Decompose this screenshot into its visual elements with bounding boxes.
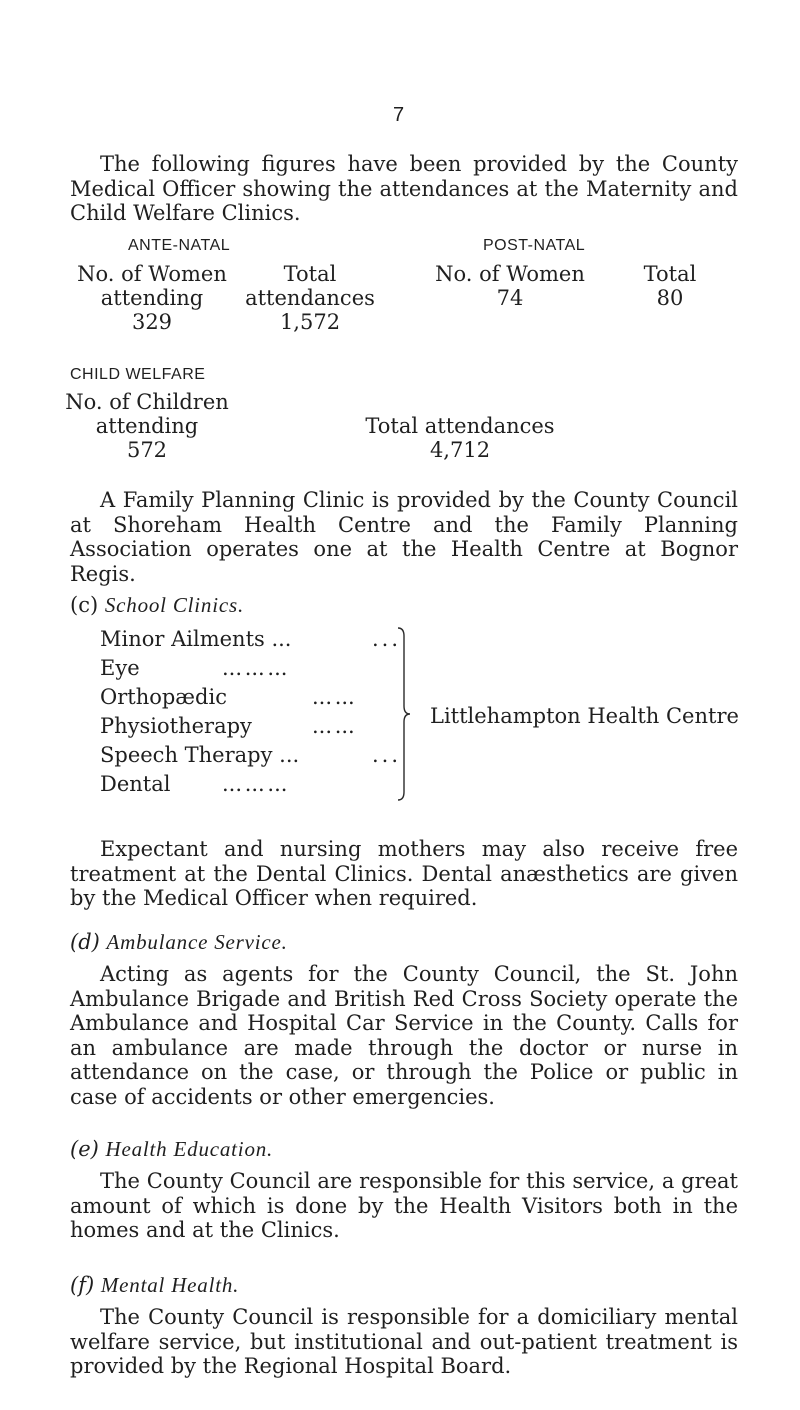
page-number: 7 — [393, 104, 405, 126]
ante-natal-heading: ANTE-NATAL — [128, 237, 231, 254]
ambulance-title: Ambulance Service. — [106, 930, 288, 954]
school-clinic-item: Physiotherapy — [100, 714, 252, 738]
ante-natal-women-label-1: No. of Women — [77, 262, 227, 286]
ante-natal-total-value: 1,572 — [279, 310, 341, 334]
school-clinics-location: Littlehampton Health Centre — [430, 704, 739, 728]
health-education-title: Health Education. — [105, 1137, 274, 1161]
child-welfare-children-label-1: No. of Children — [65, 390, 229, 414]
school-clinic-item-leader: ... ... ... — [222, 772, 288, 796]
health-education-heading — [70, 1137, 273, 1161]
ante-natal-women-label-2: attending — [100, 286, 204, 310]
school-clinic-item: Dental — [100, 772, 171, 796]
school-clinic-item-leader: ... ... ... — [222, 656, 288, 680]
school-clinic-item: Eye — [100, 656, 140, 680]
post-natal-women-label: No. of Women — [435, 262, 585, 286]
school-clinics-title: School Clinics. — [104, 593, 245, 617]
mental-health-paragraph: The County Council is responsible for a domiciliary mental welfare service, but institutional and out-patient treatment is provided by the Regional Hospital Board. — [70, 1305, 738, 1378]
child-welfare-heading: CHILD WELFARE — [70, 366, 206, 383]
mental-health-title: Mental Health. — [100, 1273, 240, 1297]
school-clinic-item-leader: ... — [372, 627, 402, 651]
school-clinic-item-leader: ... ... — [312, 685, 355, 709]
mental-health-letter: (f) — [70, 1273, 95, 1297]
right-brace-icon — [394, 624, 414, 804]
ambulance-paragraph: Acting as agents for the County Council, the St. John Ambulance Brigade and British Red Cross Society operate the Ambulance and Hospital Car Service in the County. Calls for an ambulance are made through the doctor or nurse in attendance on the case, or through the Police or public in case of accidents or other emergencies. — [70, 962, 738, 1109]
school-clinic-item: Orthopædic — [100, 685, 227, 709]
child-welfare-children-value: 572 — [126, 438, 168, 462]
post-natal-total-label: Total — [643, 262, 697, 286]
mental-health-heading — [70, 1273, 239, 1297]
child-welfare-total-label: Total attendances — [365, 414, 555, 438]
school-clinic-item-leader: ... — [372, 743, 402, 767]
intro-paragraph: The following figures have been provided by the County Medical Officer showing the attendances at the Maternity and Child Welfare Clinics. — [70, 152, 738, 225]
school-clinics-letter: (c) — [70, 593, 99, 617]
family-planning-paragraph: A Family Planning Clinic is provided by the County Council at Shoreham Health Centre and the Family Planning Association operates one at the Health Centre at Bognor Regis. — [70, 488, 738, 586]
ambulance-letter: (d) — [70, 930, 100, 954]
ante-natal-women-value: 329 — [131, 310, 173, 334]
school-clinic-item: Minor Ailments ... — [100, 627, 292, 651]
ambulance-heading — [70, 930, 288, 954]
post-natal-women-value: 74 — [496, 286, 524, 310]
child-welfare-total-value: 4,712 — [429, 438, 491, 462]
post-natal-heading: POST-NATAL — [483, 237, 586, 254]
ante-natal-total-label-2: attendances — [245, 286, 375, 310]
school-clinic-item: Speech Therapy ... — [100, 743, 300, 767]
child-welfare-children-label-2: attending — [95, 414, 199, 438]
school-clinic-item-leader: ... ... — [312, 714, 355, 738]
health-education-paragraph: The County Council are responsible for this service, a great amount of which is done by the Health Visitors both in the homes and at the Clinics. — [70, 1169, 738, 1242]
school-clinics-heading — [70, 593, 244, 617]
post-natal-total-value: 80 — [656, 286, 684, 310]
expectant-mothers-paragraph: Expectant and nursing mothers may also receive free treatment at the Dental Clinics. Dental anæsthetics are given by the Medical Officer when required. — [70, 837, 738, 910]
health-education-letter: (e) — [70, 1137, 99, 1161]
ante-natal-total-label-1: Total — [283, 262, 337, 286]
